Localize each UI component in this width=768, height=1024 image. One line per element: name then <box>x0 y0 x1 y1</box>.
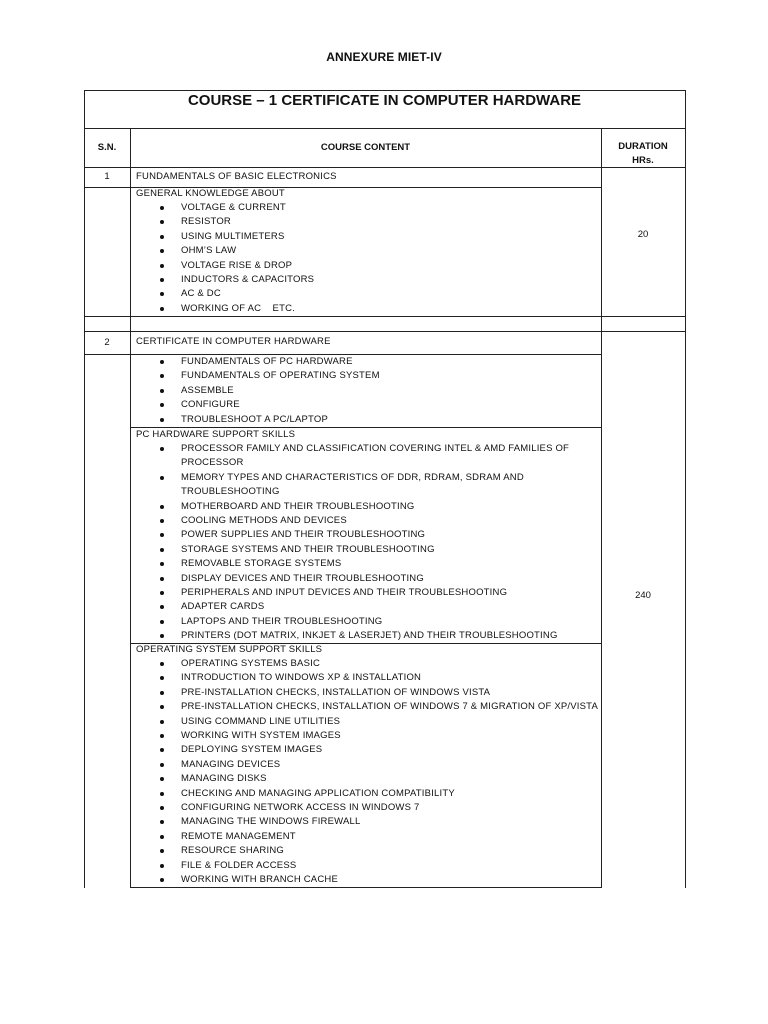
list-item: RESOURCE SHARING <box>136 844 598 858</box>
list-item: MANAGING DISKS <box>136 772 598 786</box>
list-item: REMOVABLE STORAGE SYSTEMS <box>136 557 569 571</box>
annexure-title: ANNEXURE MIET-IV <box>326 50 442 64</box>
list-item: WORKING OF AC ETC. <box>136 302 314 316</box>
list-item: PRE-INSTALLATION CHECKS, INSTALLATION OF WINDOWS 7 & MIGRATION OF XP/VISTA <box>136 700 598 714</box>
list-item-continuation: TROUBLESHOOTING <box>181 486 280 498</box>
list-item: TROUBLESHOOT A PC/LAPTOP <box>136 413 380 427</box>
list-item: AC & DC <box>136 287 314 301</box>
header-duration-unit: HRs. <box>632 155 654 166</box>
list-item: COOLING METHODS AND DEVICES <box>136 514 569 528</box>
list-item: FUNDAMENTALS OF OPERATING SYSTEM <box>136 369 380 383</box>
section1-title: FUNDAMENTALS OF BASIC ELECTRONICS <box>136 171 337 182</box>
course-title: COURSE – 1 CERTIFICATE IN COMPUTER HARDWARE <box>187 92 582 109</box>
list-item-continuation: PROCESSOR <box>181 457 244 469</box>
section1-sn: 1 <box>104 171 110 182</box>
list-item: USING COMMAND LINE UTILITIES <box>136 715 598 729</box>
list-item: VOLTAGE RISE & DROP <box>136 259 314 273</box>
list-item <box>136 442 569 471</box>
column-divider-duration <box>601 128 602 888</box>
header-course-content: COURSE CONTENT <box>320 142 411 153</box>
list-item: PERIPHERALS AND INPUT DEVICES AND THEIR TROUBLESHOOTING <box>136 586 569 600</box>
list-item: CONFIGURE <box>136 398 380 412</box>
section2-sn: 2 <box>104 337 110 348</box>
section2-duration: 240 <box>635 590 651 601</box>
header-duration-label: DURATION <box>618 141 668 152</box>
os-support-list <box>136 657 598 888</box>
list-item: WORKING WITH BRANCH CACHE <box>136 873 598 887</box>
pc-support-list <box>136 442 569 644</box>
list-item: PRINTERS (DOT MATRIX, INKJET & LASERJET) AND THEIR TROUBLESHOOTING <box>136 629 569 643</box>
list-item: POWER SUPPLIES AND THEIR TROUBLESHOOTING <box>136 528 569 542</box>
list-item: PRE-INSTALLATION CHECKS, INSTALLATION OF WINDOWS VISTA <box>136 686 598 700</box>
list-item: REMOTE MANAGEMENT <box>136 830 598 844</box>
section1-duration: 20 <box>637 229 649 240</box>
list-item: MOTHERBOARD AND THEIR TROUBLESHOOTING <box>136 500 569 514</box>
section2-intro-list <box>136 355 380 427</box>
list-item: OHM’S LAW <box>136 244 314 258</box>
list-item: ASSEMBLE <box>136 384 380 398</box>
section1-subheading: GENERAL KNOWLEDGE ABOUT <box>136 188 285 199</box>
column-divider-sn <box>130 128 131 888</box>
table-border-left <box>84 90 85 888</box>
list-item: CHECKING AND MANAGING APPLICATION COMPATIBILITY <box>136 787 598 801</box>
list-item-text: PROCESSOR FAMILY AND CLASSIFICATION COVERING INTEL & AMD FAMILIES OF <box>181 443 570 454</box>
list-item: CONFIGURING NETWORK ACCESS IN WINDOWS 7 <box>136 801 598 815</box>
list-item: DEPLOYING SYSTEM IMAGES <box>136 743 598 757</box>
list-item: MANAGING THE WINDOWS FIREWALL <box>136 815 598 829</box>
section1-topic-list <box>136 201 314 316</box>
list-item: MANAGING DEVICES <box>136 758 598 772</box>
list-item: ADAPTER CARDS <box>136 600 569 614</box>
list-item: INDUCTORS & CAPACITORS <box>136 273 314 287</box>
list-item: WORKING WITH SYSTEM IMAGES <box>136 729 598 743</box>
list-item: INTRODUCTION TO WINDOWS XP & INSTALLATION <box>136 671 598 685</box>
row-divider <box>84 331 686 332</box>
pc-support-heading: PC HARDWARE SUPPORT SKILLS <box>136 429 296 440</box>
header-duration <box>601 140 685 168</box>
table-border-top <box>84 90 686 91</box>
os-support-heading: OPERATING SYSTEM SUPPORT SKILLS <box>136 644 323 655</box>
list-item: VOLTAGE & CURRENT <box>136 201 314 215</box>
row-divider <box>84 167 686 168</box>
list-item: OPERATING SYSTEMS BASIC <box>136 657 598 671</box>
list-item: USING MULTIMETERS <box>136 230 314 244</box>
row-divider <box>84 128 686 129</box>
table-border-right <box>685 90 686 888</box>
section2-title: CERTIFICATE IN COMPUTER HARDWARE <box>136 336 331 347</box>
list-item <box>136 471 569 500</box>
list-item: LAPTOPS AND THEIR TROUBLESHOOTING <box>136 615 569 629</box>
list-item: DISPLAY DEVICES AND THEIR TROUBLESHOOTING <box>136 572 569 586</box>
header-sn: S.N. <box>97 142 117 153</box>
list-item: FUNDAMENTALS OF PC HARDWARE <box>136 355 380 369</box>
list-item: FILE & FOLDER ACCESS <box>136 859 598 873</box>
list-item: STORAGE SYSTEMS AND THEIR TROUBLESHOOTING <box>136 543 569 557</box>
list-item-text: MEMORY TYPES AND CHARACTERISTICS OF DDR, RDRAM, SDRAM AND <box>181 471 524 483</box>
list-item: RESISTOR <box>136 215 314 229</box>
